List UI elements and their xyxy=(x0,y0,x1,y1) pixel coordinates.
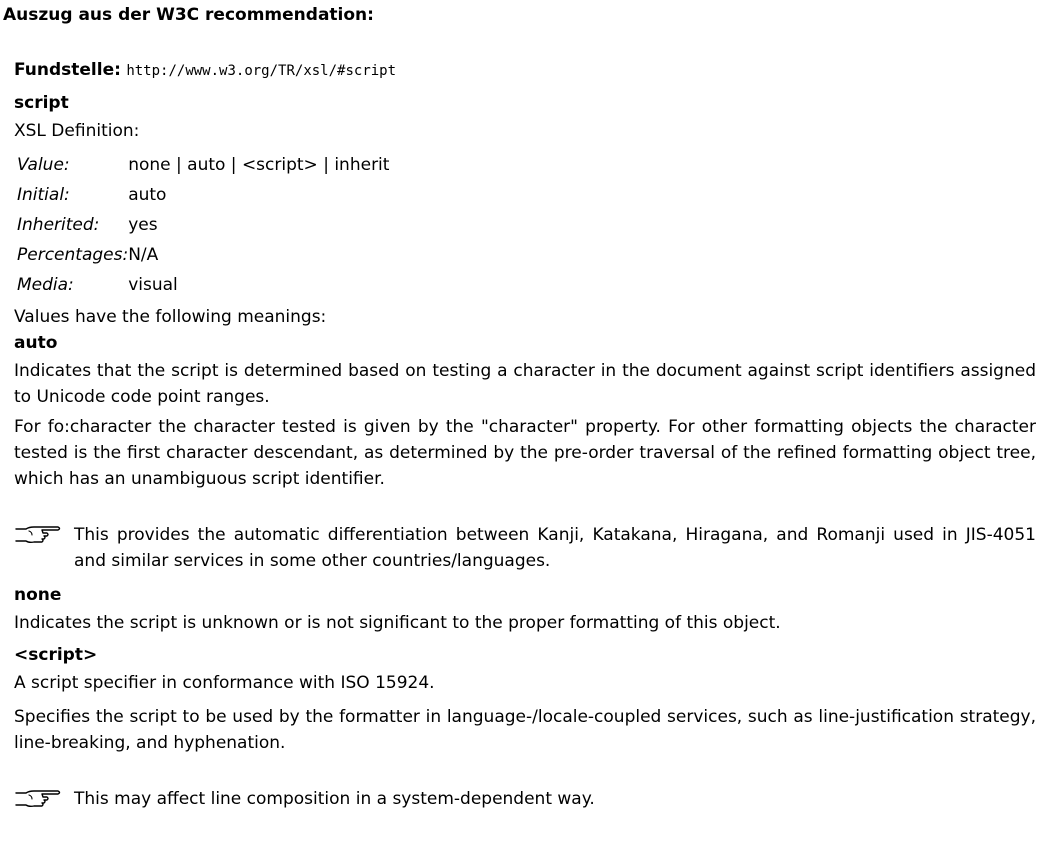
document-body xyxy=(14,58,1036,812)
table-row xyxy=(17,240,389,270)
table-row xyxy=(17,150,389,180)
value-term-script: <script> xyxy=(14,645,98,665)
none-description: Indicates the script is unknown or is not significant to the proper formatting of this object. xyxy=(14,613,781,633)
row-value: visual xyxy=(128,275,178,295)
note-block-auto xyxy=(14,522,1036,574)
property-definition-table xyxy=(17,150,389,300)
table-row xyxy=(17,270,389,300)
row-value: N/A xyxy=(128,245,159,265)
meanings-intro: Values have the following meanings: xyxy=(14,307,327,327)
row-key: Inherited: xyxy=(17,215,100,235)
row-key: Initial: xyxy=(17,185,70,205)
row-key: Value: xyxy=(17,155,70,175)
table-row xyxy=(17,180,389,210)
row-key: Media: xyxy=(17,275,74,295)
source-label: Fundstelle: xyxy=(14,60,121,80)
note-block-script xyxy=(14,786,1036,812)
value-term-auto: auto xyxy=(14,333,58,353)
note-text-auto: This provides the automatic differentiation between Kanji, Katakana, Hiragana, and Romanji used in JIS-4051 and similar services in some other countries/languages. xyxy=(74,525,1036,571)
row-key: Percentages: xyxy=(17,245,129,265)
script-specifier-description: A script specifier in conformance with ISO 15924. xyxy=(14,673,435,693)
auto-description: Indicates that the script is determined based on testing a character in the document against script identifiers assigned to Unicode code point ranges. xyxy=(14,361,1036,407)
table-row xyxy=(17,210,389,240)
row-value: auto xyxy=(128,185,167,205)
row-value: yes xyxy=(128,215,158,235)
source-url: http://www.w3.org/TR/xsl/#script xyxy=(126,63,397,79)
note-text-script: This may affect line composition in a system-dependent way. xyxy=(74,789,595,809)
value-term-none: none xyxy=(14,585,62,605)
script-usage-description: Specifies the script to be used by the formatter in language-/locale-coupled services, such as line-justification strategy, line-breaking, and hyphenation. xyxy=(14,707,1036,753)
pointing-hand-icon xyxy=(14,524,62,546)
source-reference xyxy=(14,58,1036,82)
pointing-hand-icon xyxy=(14,788,62,810)
page-heading: Auszug aus der W3C recommendation: xyxy=(3,5,374,25)
row-value: none | auto | <script> | inherit xyxy=(128,155,390,175)
definition-label: XSL Definition: xyxy=(14,121,140,141)
property-name: script xyxy=(14,93,69,113)
auto-character-description: For fo:character the character tested is given by the "character" property. For other formatting objects the character tested is the first character descendant, as determined by the pre-order traversal of the refined formatting object tree, which has an unambiguous script identifier. xyxy=(14,417,1036,489)
